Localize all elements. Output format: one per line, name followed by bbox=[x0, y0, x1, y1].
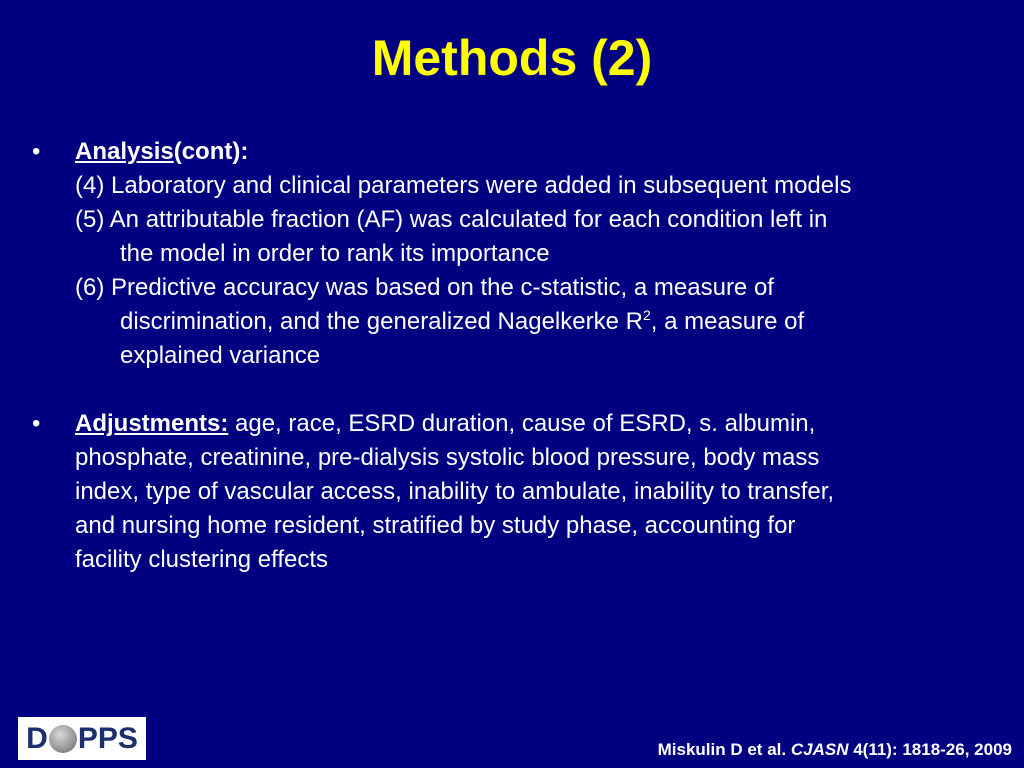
adjustments-heading: Adjustments: bbox=[75, 410, 229, 437]
dopps-logo: D PPS bbox=[18, 717, 146, 760]
slide-title: Methods (2) bbox=[371, 30, 653, 86]
adjustments-line-3: index, type of vascular access, inability to ambulate, inability to transfer, bbox=[75, 478, 835, 505]
adjustments-line-5: facility clustering effects bbox=[75, 546, 328, 573]
analysis-bullet bbox=[32, 135, 1012, 373]
analysis-item-6-cont: discrimination, and the generalized Nagelkerke $R^2$, a measure of bbox=[120, 307, 805, 335]
analysis-item-6: (6) Predictive accuracy was based on the c-statistic, a measure of bbox=[75, 274, 774, 301]
citation-authors: Miskulin D et al. bbox=[657, 740, 787, 759]
citation-journal: CJASN bbox=[790, 740, 849, 759]
analysis-item-6-cont2: explained variance bbox=[120, 342, 321, 369]
citation bbox=[658, 740, 1012, 760]
adjustments-line-1: age, race, ESRD duration, cause of ESRD, s. albumin, bbox=[228, 410, 816, 437]
adjustments-line-2: phosphate, creatinine, pre-dialysis systolic blood pressure, body mass bbox=[75, 444, 820, 471]
analysis-item-5-cont: the model in order to rank its importance bbox=[120, 240, 550, 267]
globe-icon bbox=[49, 725, 77, 753]
analysis-heading-suffix: (cont): bbox=[173, 138, 249, 165]
bullet-marker: • bbox=[32, 138, 41, 165]
analysis-item-5: (5) An attributable fraction (AF) was calculated for each condition left in bbox=[75, 206, 828, 233]
bullet-marker: • bbox=[32, 410, 41, 437]
superscript-2: 2 bbox=[642, 307, 651, 323]
citation-details: 4(11): 1818-26, 2009 bbox=[853, 740, 1012, 759]
analysis-item-4: (4) Laboratory and clinical parameters were added in subsequent models bbox=[75, 172, 852, 199]
slide-body bbox=[32, 135, 1012, 577]
adjustments-bullet bbox=[32, 407, 1012, 577]
adjustments-line-4: and nursing home resident, stratified by study phase, accounting for bbox=[75, 512, 796, 539]
analysis-heading: Analysis bbox=[75, 138, 174, 165]
